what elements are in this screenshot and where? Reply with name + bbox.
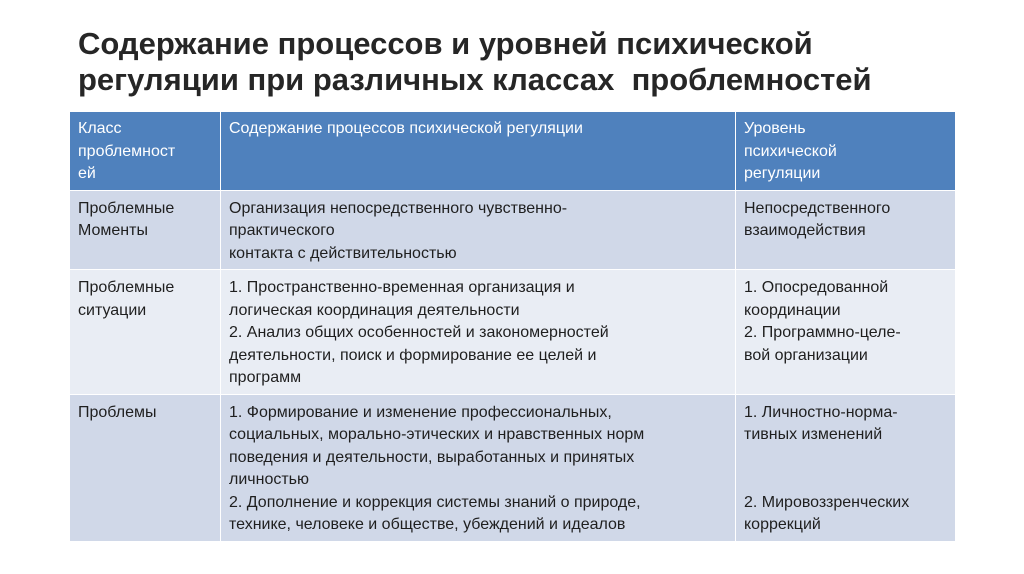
header-level-line: Уровень (744, 120, 806, 137)
cell-text: 2. Программно-целе- (744, 324, 901, 341)
cell-level (736, 270, 956, 395)
cell-level (736, 190, 956, 270)
cell-text: личностью (229, 471, 310, 488)
cell-class (70, 270, 221, 395)
cell-content (221, 270, 736, 395)
cell-text: 2. Мировоззренческих (744, 493, 910, 511)
header-class-line: проблемност (78, 142, 176, 160)
header-class-line: Класс (78, 120, 122, 137)
cell-class (70, 190, 221, 270)
cell-text: контакта с действительностью (229, 244, 457, 262)
cell-level (736, 394, 956, 541)
cell-text: коррекций (744, 516, 821, 533)
cell-text: логическая координация деятельности (229, 301, 520, 319)
header-content-label: Содержание процессов психической регуляции (229, 120, 583, 137)
cell-text: 2. Дополнение и коррекция системы знаний о природе, (229, 493, 641, 511)
cell-text: Организация непосредственного чувственно- (229, 199, 568, 217)
cell-text: деятельности, поиск и формирование ее целей и (229, 346, 597, 364)
cell-text: социальных, морально-этических и нравственных норм (229, 426, 645, 443)
table-row (70, 394, 956, 541)
cell-text: 2. Анализ общих особенностей и закономерностей (229, 324, 609, 341)
cell-text: 1. Пространственно-временная организация и (229, 279, 575, 296)
slide-title (78, 26, 978, 98)
table-header-row (70, 112, 956, 191)
table-row (70, 270, 956, 395)
header-level-line: психической (744, 142, 837, 160)
cell-text: практического (229, 222, 335, 239)
title-line-1: Содержание процессов и уровней психической (78, 26, 813, 61)
cell-class (70, 394, 221, 541)
header-class (70, 112, 221, 191)
cell-text: 1. Опосредованной (744, 279, 889, 296)
cell-text: координации (744, 301, 841, 319)
regulation-table (69, 111, 956, 542)
cell-text: Проблемные (78, 199, 175, 217)
header-level-line: регуляции (744, 165, 821, 182)
cell-spacer (744, 447, 947, 470)
cell-text: Проблемные (78, 279, 175, 296)
cell-text: взаимодействия (744, 222, 866, 239)
cell-text: Моменты (78, 222, 148, 239)
cell-text: поведения и деятельности, выработанных и принятых (229, 448, 635, 466)
cell-text: ситуации (78, 301, 147, 319)
cell-text: программ (229, 369, 302, 386)
cell-text: Проблемы (78, 403, 157, 421)
cell-text: 1. Формирование и изменение профессиональных, (229, 403, 612, 421)
cell-text: тивных изменений (744, 426, 883, 443)
cell-text: технике, человеке и обществе, убеждений и идеалов (229, 516, 626, 533)
cell-text: 1. Личностно-норма- (744, 403, 898, 421)
title-line-2: регуляции при различных классах проблемностей (78, 62, 872, 97)
cell-text: вой организации (744, 346, 868, 364)
cell-spacer (744, 469, 947, 492)
header-class-line: ей (78, 165, 96, 182)
cell-text: Непосредственного (744, 199, 891, 217)
cell-content (221, 190, 736, 270)
header-content (221, 112, 736, 191)
table-row (70, 190, 956, 270)
cell-content (221, 394, 736, 541)
header-level (736, 112, 956, 191)
